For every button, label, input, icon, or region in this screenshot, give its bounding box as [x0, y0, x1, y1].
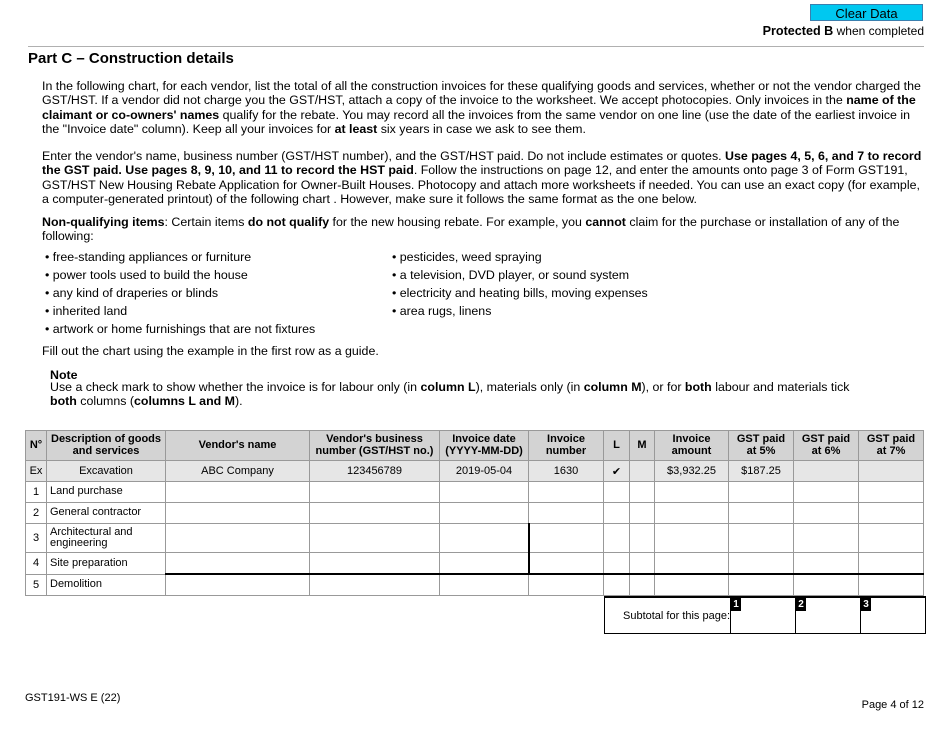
construction-chart: [25, 430, 924, 596]
note-bold: both: [50, 394, 77, 409]
materials-checkbox[interactable]: [630, 503, 655, 524]
gst-5-field[interactable]: [729, 553, 794, 575]
invoice-amount-field[interactable]: [655, 553, 729, 575]
invoice-number-field[interactable]: [529, 482, 604, 503]
example-gst-7: [859, 461, 924, 482]
col-header-gst-6: GST paid at 6%: [794, 431, 859, 461]
example-gst-6: [794, 461, 859, 482]
example-gst-5: $187.25: [729, 461, 794, 482]
business-number-field[interactable]: [310, 553, 440, 575]
subtotal-gst-7-field[interactable]: [860, 598, 926, 633]
gst-5-field[interactable]: [729, 503, 794, 524]
note-bold: column M: [583, 380, 642, 394]
clear-data-button[interactable]: Clear Data: [810, 4, 923, 21]
section-title: Part C – Construction details: [28, 50, 234, 67]
bullet-list-left: [45, 250, 315, 340]
box-number-1: 1: [731, 598, 741, 611]
invoice-number-field[interactable]: [529, 524, 604, 553]
gst-6-field[interactable]: [794, 503, 859, 524]
top-divider: [28, 46, 924, 47]
list-item: • pesticides, weed spraying: [392, 250, 542, 264]
note-bold: both: [684, 380, 712, 394]
col-header-invoice-number: Invoice number: [529, 431, 604, 461]
invoice-date-field[interactable]: [440, 553, 529, 575]
table-row: [26, 503, 924, 524]
protected-b-label: [763, 24, 924, 38]
example-row: [26, 461, 924, 482]
row-number: 3: [26, 524, 47, 553]
labour-checkbox[interactable]: [604, 553, 630, 575]
gst-7-field[interactable]: [859, 524, 924, 553]
gst-7-field[interactable]: [859, 574, 924, 596]
gst-6-field[interactable]: [794, 482, 859, 503]
materials-checkbox[interactable]: [630, 553, 655, 575]
col-header-vendor-name: Vendor's name: [166, 431, 310, 461]
col-header-gst-5: GST paid at 5%: [729, 431, 794, 461]
intro-text: qualify for the rebate. You may record all the invoices from the same vendor on one line (use the date of the earliest invoice in the "Invoice date" column). Keep all your invoices for: [42, 107, 911, 137]
page-number: Page 4 of 12: [861, 699, 924, 711]
example-business-number: 123456789: [310, 461, 440, 482]
example-description: Excavation: [47, 461, 166, 482]
business-number-field[interactable]: [310, 524, 440, 553]
labour-checkbox[interactable]: [604, 482, 630, 503]
invoice-amount-field[interactable]: [655, 574, 729, 596]
list-item: • power tools used to build the house: [45, 268, 248, 282]
header-row: [26, 431, 924, 461]
gst-6-field[interactable]: [794, 574, 859, 596]
intro-text: six years in case we ask to see them.: [377, 122, 586, 137]
intro-text: . Follow the instructions on page 12, and enter the amounts onto page 3 of Form GST191, GST/HST New Housing Rebate Application for Owner-Built Houses. Photocopy and attach more worksheets if needed. You can use an exact copy (for example, a computer-generated printout) of the following chart . However, make sure it follows the same format as the one below.: [42, 163, 920, 207]
table-row: [26, 574, 924, 596]
list-item: • free-standing appliances or furniture: [45, 250, 252, 264]
note-body: [50, 380, 850, 409]
invoice-amount-field[interactable]: [655, 482, 729, 503]
intro-bold: Non-qualifying items: [42, 215, 165, 229]
invoice-date-field[interactable]: [440, 574, 529, 596]
subtotal-gst-5-field[interactable]: [730, 598, 796, 633]
note-bold: column L: [420, 380, 476, 394]
box-number-3: 3: [861, 598, 871, 611]
intro-bold: Use pages 4, 5, 6, and 7 to record the GST paid. Use pages 8, 9, 10, and 11 to record the HST paid: [42, 149, 922, 178]
intro-paragraph-2: [42, 149, 922, 207]
invoice-date-field[interactable]: [440, 524, 529, 553]
row-description: Land purchase: [47, 482, 166, 503]
invoice-amount-field[interactable]: [655, 503, 729, 524]
intro-bold: do not qualify: [247, 215, 330, 229]
intro-bold: cannot: [585, 215, 626, 229]
row-description: Demolition: [47, 574, 166, 596]
intro-text: claim for the purchase or installation of any of the following:: [42, 215, 900, 244]
col-header-description: Description of goods and services: [47, 431, 166, 461]
invoice-number-field[interactable]: [529, 553, 604, 575]
example-materials-check: [630, 461, 655, 482]
invoice-number-field[interactable]: [529, 574, 604, 596]
example-labour-check: ✔: [604, 461, 630, 482]
subtotal-box: [604, 596, 926, 634]
labour-checkbox[interactable]: [604, 524, 630, 553]
note-title: Note: [50, 368, 78, 382]
example-date: 2019-05-04: [440, 461, 529, 482]
business-number-field[interactable]: [310, 482, 440, 503]
bullet-list-right: [392, 250, 648, 322]
gst-6-field[interactable]: [794, 553, 859, 575]
gst-7-field[interactable]: [859, 482, 924, 503]
list-item: • artwork or home furnishings that are not fixtures: [45, 322, 316, 336]
row-number: 2: [26, 503, 47, 524]
intro-bold: at least: [334, 122, 378, 137]
row-number: 5: [26, 574, 47, 596]
vendor-name-field[interactable]: [166, 574, 310, 596]
col-header-invoice-date: Invoice date (YYYY-MM-DD): [440, 431, 529, 461]
gst-5-field[interactable]: [729, 524, 794, 553]
vendor-name-field[interactable]: [166, 524, 310, 553]
business-number-field[interactable]: [310, 503, 440, 524]
example-invoice-number: 1630: [529, 461, 604, 482]
row-number: 1: [26, 482, 47, 503]
intro-text: for the new housing rebate. For example, you: [329, 215, 586, 229]
form-id: GST191-WS E (22): [25, 692, 121, 704]
intro-text: : Certain items: [164, 215, 248, 229]
box-number-2: 2: [796, 598, 806, 611]
note-text: ), materials only (in: [475, 380, 584, 394]
note-text: columns (: [76, 394, 134, 409]
example-vendor: ABC Company: [166, 461, 310, 482]
gst-5-field[interactable]: [729, 482, 794, 503]
note-bold: columns L and M: [134, 394, 235, 409]
labour-checkbox[interactable]: [604, 574, 630, 596]
list-item: • a television, DVD player, or sound system: [392, 268, 630, 282]
invoice-number-field[interactable]: [529, 503, 604, 524]
row-description: Architectural and engineering: [47, 524, 166, 553]
non-qualifying-paragraph: [42, 215, 922, 244]
example-number: Ex: [26, 461, 47, 482]
invoice-date-field[interactable]: [440, 482, 529, 503]
business-number-field[interactable]: [310, 574, 440, 596]
row-description: General contractor: [47, 503, 166, 524]
row-number: 4: [26, 553, 47, 575]
subtotal-label: Subtotal for this page:: [623, 610, 731, 622]
intro-text: Enter the vendor's name, business number (GST/HST number), and the GST/HST paid. Do not include estimates or quotes.: [42, 149, 726, 163]
vendor-name-field[interactable]: [166, 553, 310, 575]
vendor-name-field[interactable]: [166, 482, 310, 503]
note-text: ).: [234, 394, 243, 409]
materials-checkbox[interactable]: [630, 524, 655, 553]
intro-text: In the following chart, for each vendor, list the total of all the construction invoices for these qualifying goods and services, whether or not the vendor charged the GST/HST. If a vendor did not charge you the GST/HST, attach a copy of the invoice to the worksheet. We accept photocopies. Only invoices in the: [42, 79, 921, 108]
gst-7-field[interactable]: [859, 503, 924, 524]
guide-text: Fill out the chart using the example in the first row as a guide.: [42, 344, 379, 358]
invoice-date-field[interactable]: [440, 503, 529, 524]
col-header-invoice-amount: Invoice amount: [655, 431, 729, 461]
table-row: [26, 553, 924, 575]
intro-bold: name of the claimant or co-owners' names: [42, 93, 916, 122]
col-header-materials: M: [630, 431, 655, 461]
note-text: Use a check mark to show whether the invoice is for labour only (in: [50, 380, 421, 394]
protected-bold: Protected B: [762, 24, 834, 38]
col-header-number: N°: [26, 431, 47, 461]
labour-checkbox[interactable]: [604, 503, 630, 524]
list-item: • inherited land: [45, 304, 128, 318]
list-item: • electricity and heating bills, moving expenses: [392, 286, 648, 300]
table-row: [26, 482, 924, 503]
list-item: • any kind of draperies or blinds: [45, 286, 219, 300]
subtotal-gst-6-field[interactable]: [795, 598, 861, 633]
col-header-business-number: Vendor's business number (GST/HST no.): [310, 431, 440, 461]
example-amount: $3,932.25: [655, 461, 729, 482]
protected-rest: when completed: [833, 24, 924, 38]
materials-checkbox[interactable]: [630, 574, 655, 596]
materials-checkbox[interactable]: [630, 482, 655, 503]
gst-6-field[interactable]: [794, 524, 859, 553]
intro-paragraph-1: [42, 79, 922, 137]
table-row: [26, 524, 924, 553]
note-text: labour and materials tick: [711, 380, 850, 394]
invoice-amount-field[interactable]: [655, 524, 729, 553]
col-header-labour: L: [604, 431, 630, 461]
gst-5-field[interactable]: [729, 574, 794, 596]
row-description: Site preparation: [47, 553, 166, 575]
note-text: ), or for: [641, 380, 685, 394]
list-item: • area rugs, linens: [392, 304, 492, 318]
gst-7-field[interactable]: [859, 553, 924, 575]
col-header-gst-7: GST paid at 7%: [859, 431, 924, 461]
vendor-name-field[interactable]: [166, 503, 310, 524]
